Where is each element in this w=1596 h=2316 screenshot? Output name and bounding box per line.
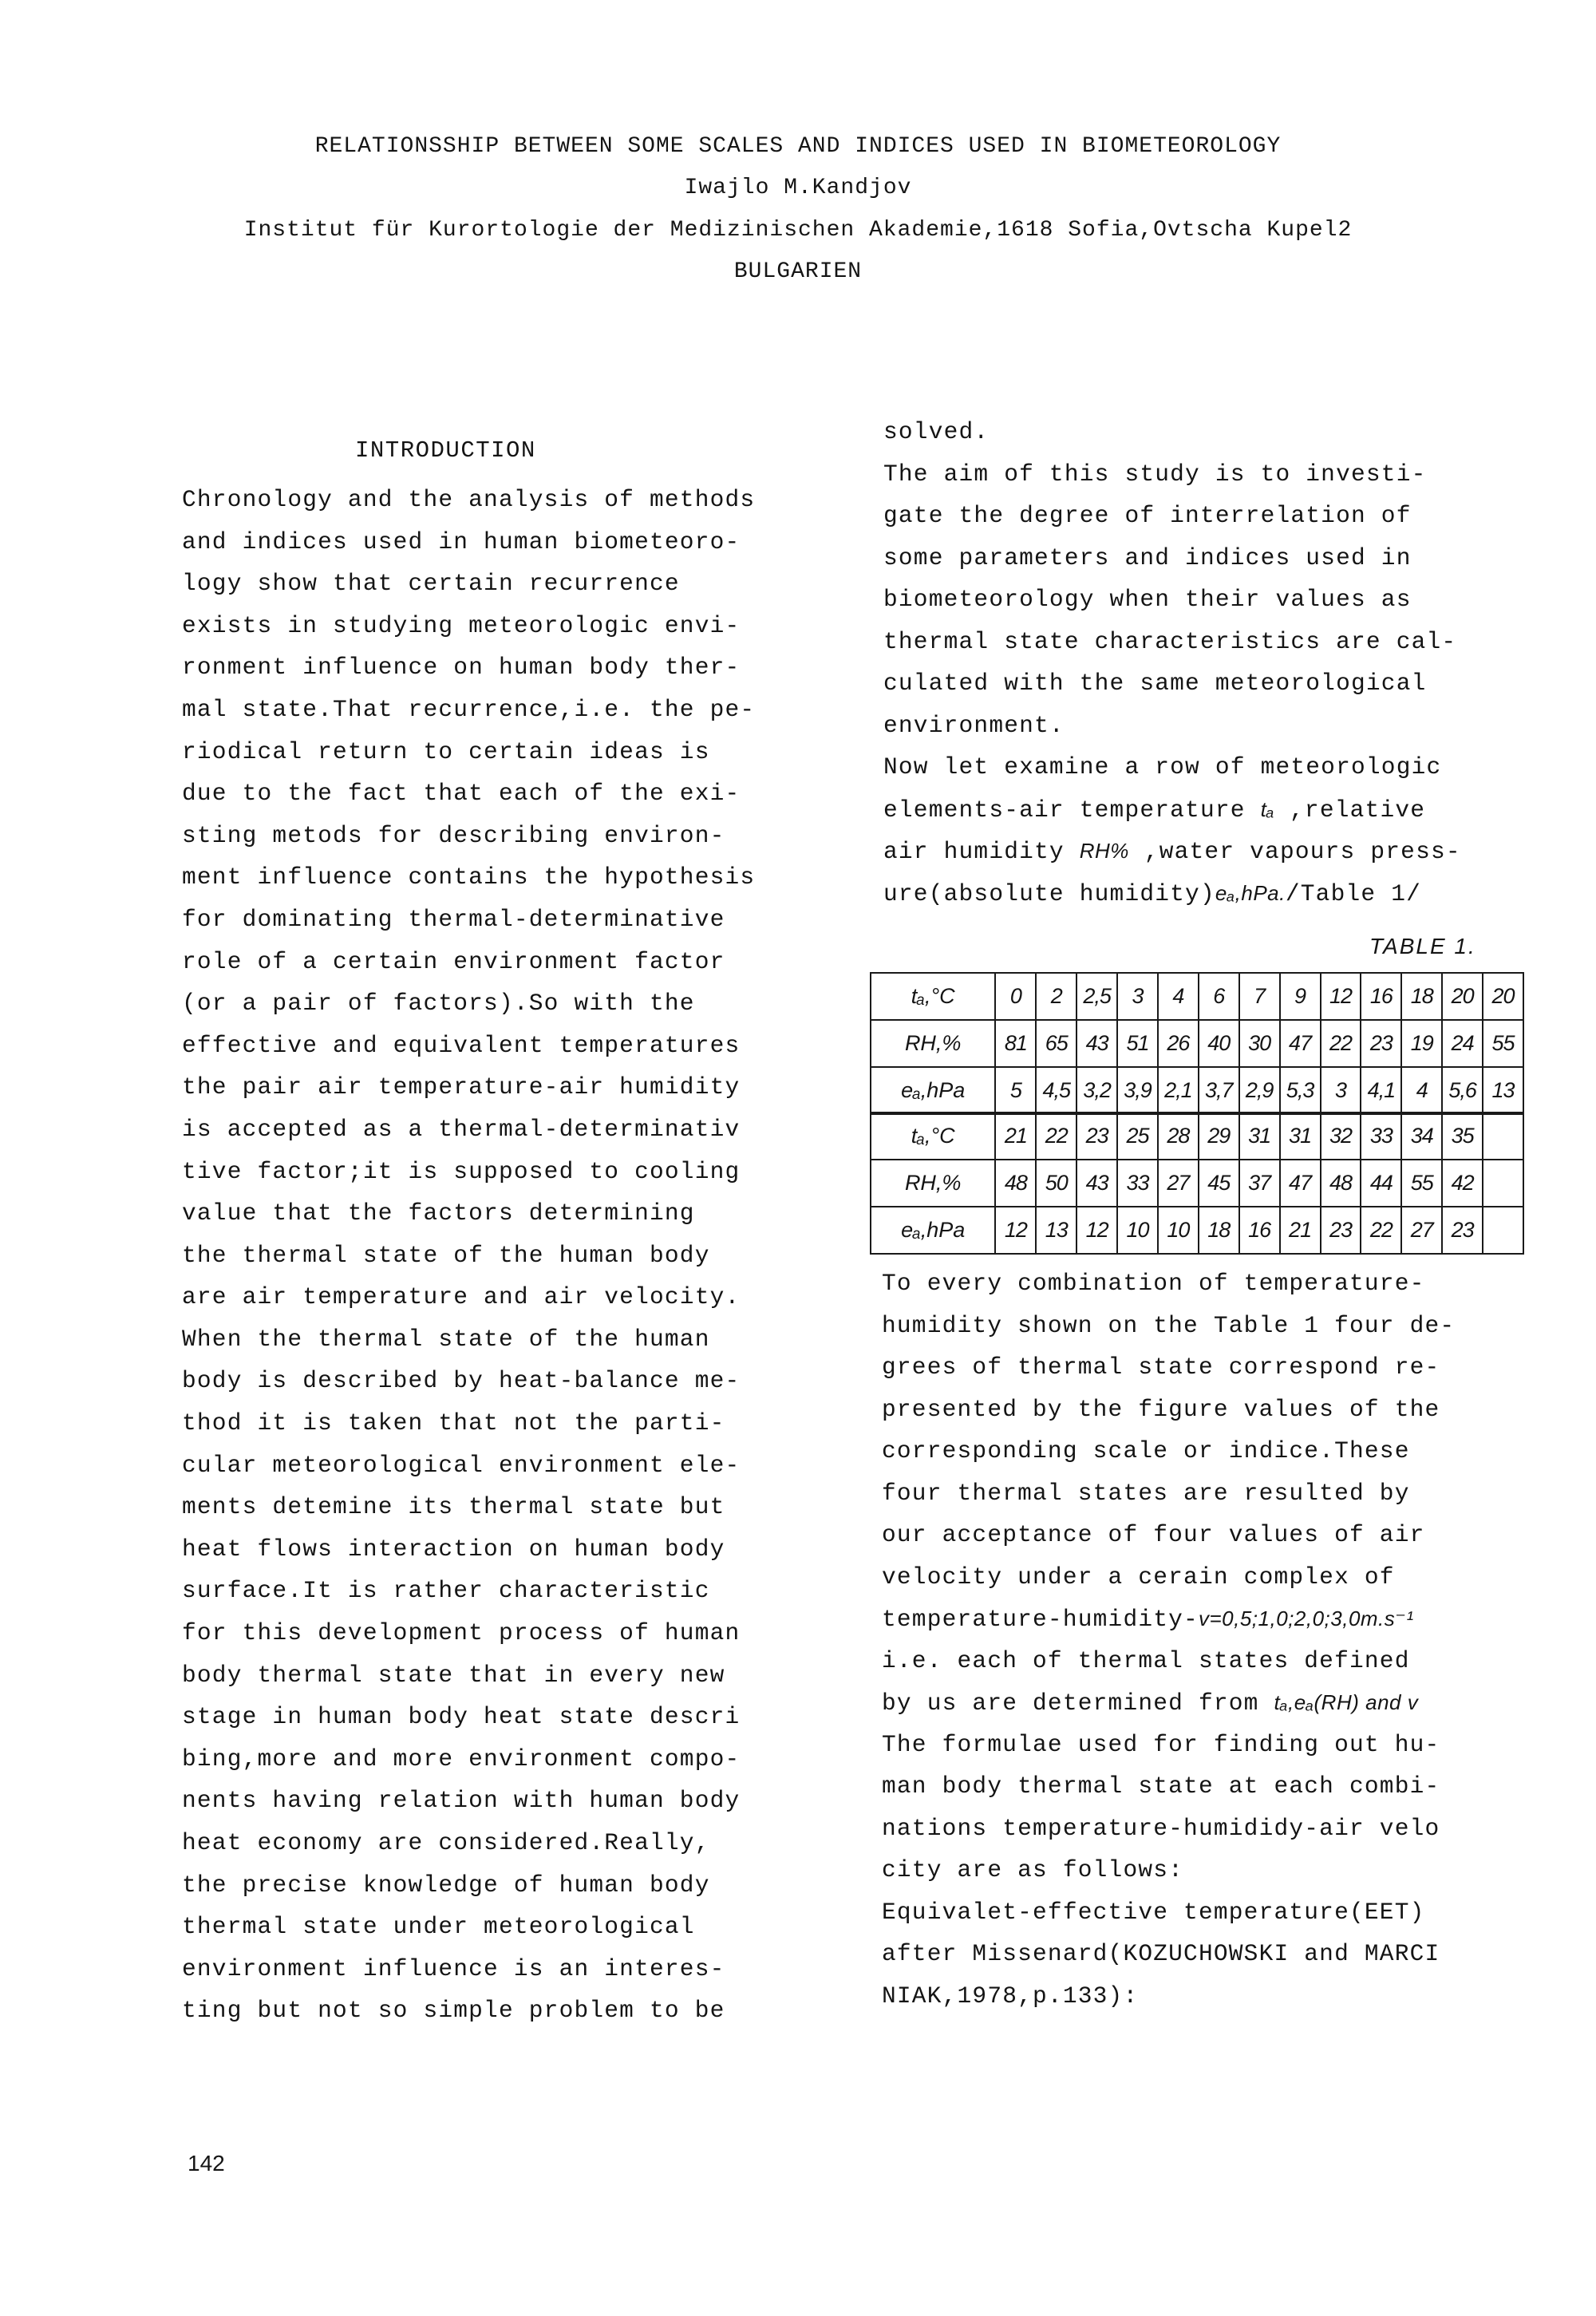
table-cell: 12: [1077, 1207, 1117, 1254]
table-cell: 26: [1158, 1020, 1199, 1067]
data-table-block-2: [870, 1112, 1524, 1255]
text-line: tive factor;it is supposed to cooling: [182, 1157, 741, 1185]
table-cell: 13: [1483, 1067, 1523, 1114]
text-line: for this development process of human: [182, 1619, 741, 1647]
table-cell: 4,1: [1361, 1067, 1401, 1114]
text-line: heat flows interaction on human body: [182, 1535, 725, 1563]
text-line: grees of thermal state correspond re-: [882, 1354, 1440, 1381]
text-line: body thermal state that in every new: [182, 1661, 725, 1689]
text-line: thod it is taken that not the parti-: [182, 1409, 725, 1437]
table-cell: 6: [1199, 973, 1239, 1020]
text-line: velocity under a cerain complex of: [882, 1563, 1395, 1591]
text-line: some parameters and indices used in: [883, 543, 1412, 571]
table-cell: 43: [1077, 1160, 1117, 1207]
table-cell: 20: [1442, 973, 1483, 1020]
table-cell: 19: [1401, 1020, 1442, 1067]
text-line: solved.: [883, 418, 990, 445]
text-line: The aim of this study is to investi-: [883, 460, 1427, 488]
row-label: RH,%: [871, 1160, 995, 1207]
text-line: Now let examine a row of meteorologic: [883, 753, 1442, 781]
row-label: eₐ,hPa: [871, 1067, 995, 1114]
table-cell: 31: [1280, 1113, 1321, 1160]
table-cell: 34: [1401, 1113, 1442, 1160]
affiliation: Institut für Kurortologie der Medizinischen Akademie,1618 Sofia,Ovtscha Kupel2: [243, 218, 1353, 243]
table-cell: 7: [1239, 973, 1280, 1020]
velocity-values: v=0,5;1,0;2,0;3,0m.s⁻¹: [1198, 1607, 1414, 1630]
text-line: four thermal states are resulted by: [882, 1479, 1410, 1507]
table-cell: 2,9: [1239, 1067, 1280, 1114]
text-line: elements-air temperature tₐ ,relative: [883, 796, 1426, 824]
table-cell: 81: [995, 1020, 1036, 1067]
table-cell: 0: [995, 973, 1036, 1020]
text-line: after Missenard(KOZUCHOWSKI and MARCI: [882, 1940, 1440, 1967]
table-cell: 22: [1361, 1207, 1401, 1254]
table-cell: 12: [1321, 973, 1361, 1020]
table-row: [871, 973, 1523, 1020]
text-line: When the thermal state of the human: [182, 1325, 710, 1353]
section-heading: INTRODUCTION: [355, 437, 536, 464]
text-line: exists in studying meteorologic envi-: [182, 611, 741, 639]
table-cell: 5: [995, 1067, 1036, 1114]
table-cell: 24: [1442, 1020, 1483, 1067]
text-line: ting but not so simple problem to be: [182, 1997, 725, 2025]
text-line: presented by the figure values of the: [882, 1395, 1440, 1423]
table-cell: 23: [1077, 1113, 1117, 1160]
table-cell: 44: [1361, 1160, 1401, 1207]
table-cell: 2,5: [1077, 973, 1117, 1020]
text-line: body is described by heat-balance me-: [182, 1367, 741, 1395]
left-column-text: [182, 479, 844, 2032]
table-cell: 9: [1280, 973, 1321, 1020]
text-line: gate the degree of interrelation of: [883, 502, 1412, 529]
table-cell: 45: [1199, 1160, 1239, 1207]
table-cell: 12: [995, 1207, 1036, 1254]
table-cell: 31: [1239, 1113, 1280, 1160]
text-line: the thermal state of the human body: [182, 1241, 710, 1269]
text-line: bing,more and more environment compo-: [182, 1745, 741, 1773]
text-line: corresponding scale or indice.These: [882, 1437, 1410, 1464]
text-line: ronment influence on human body ther-: [182, 654, 741, 682]
table-cell: 42: [1442, 1160, 1483, 1207]
text-line: ments detemine its thermal state but: [182, 1493, 725, 1521]
table-cell: 55: [1483, 1020, 1523, 1067]
text-line: ure(absolute humidity)eₐ,hPa./Table 1/: [883, 879, 1422, 907]
data-table-block-1: [870, 972, 1524, 1115]
table-cell: 18: [1199, 1207, 1239, 1254]
table-cell: 3,9: [1117, 1067, 1158, 1114]
table-cell: 27: [1401, 1207, 1442, 1254]
table-cell: 2: [1036, 973, 1077, 1020]
table-cell: 10: [1117, 1207, 1158, 1254]
table-cell: 10: [1158, 1207, 1199, 1254]
text-line: biometeorology when their values as: [883, 586, 1412, 613]
table-cell: 48: [1321, 1160, 1361, 1207]
text-line: logy show that certain recurrence: [182, 570, 680, 598]
table-cell: 43: [1077, 1020, 1117, 1067]
author-name: Iwajlo M.Kandjov: [684, 176, 912, 200]
table-cell: 47: [1280, 1020, 1321, 1067]
text-line: To every combination of temperature-: [882, 1270, 1425, 1297]
text-line: value that the factors determining: [182, 1199, 695, 1227]
table-cell: 51: [1117, 1020, 1158, 1067]
row-label: tₐ,°C: [871, 973, 995, 1020]
text-line: The formulae used for finding out hu-: [882, 1730, 1440, 1758]
table-cell: 20: [1483, 973, 1523, 1020]
text-line: sting metods for describing environ-: [182, 821, 725, 849]
determinant-symbols: tₐ,eₐ(RH) and v: [1274, 1690, 1419, 1714]
table-cell: 28: [1158, 1113, 1199, 1160]
row-label: eₐ,hPa: [871, 1207, 995, 1254]
text-line: man body thermal state at each combi-: [882, 1773, 1440, 1800]
text-line: i.e. each of thermal states defined: [882, 1646, 1410, 1674]
table-cell: 4,5: [1036, 1067, 1077, 1114]
table-row: [871, 1207, 1523, 1254]
table-cell: 3: [1117, 973, 1158, 1020]
text-line: role of a certain environment factor: [182, 947, 725, 975]
text-line: are air temperature and air velocity.: [182, 1283, 741, 1311]
table-cell: 22: [1036, 1113, 1077, 1160]
vapour-pressure-symbol: eₐ,hPa.: [1215, 880, 1286, 905]
table-cell: 5,6: [1442, 1067, 1483, 1114]
table-row: [871, 1020, 1523, 1067]
text-line: nations temperature-humididy-air velo: [882, 1814, 1440, 1842]
table-cell: 22: [1321, 1020, 1361, 1067]
text-line: is accepted as a thermal-determinativ: [182, 1115, 741, 1143]
table-cell: 40: [1199, 1020, 1239, 1067]
relative-humidity-symbol: RH%: [1079, 839, 1129, 863]
text-line: air humidity RH% ,water vapours press-: [883, 838, 1461, 865]
text-line: surface.It is rather characteristic: [182, 1577, 710, 1605]
table-cell: 35: [1442, 1113, 1483, 1160]
table-cell: 23: [1321, 1207, 1361, 1254]
table-cell: 5,3: [1280, 1067, 1321, 1114]
table-cell: 4: [1401, 1067, 1442, 1114]
table-cell: 18: [1401, 973, 1442, 1020]
text-line: by us are determined from tₐ,eₐ(RH) and v: [882, 1690, 1419, 1717]
table-cell: 23: [1442, 1207, 1483, 1254]
text-line: nents having relation with human body: [182, 1787, 741, 1815]
text-line: and indices used in human biometeoro-: [182, 528, 741, 555]
table-cell: 4: [1158, 973, 1199, 1020]
text-line: heat economy are considered.Really,: [182, 1829, 710, 1856]
text-line: for dominating thermal-determinative: [182, 905, 725, 933]
text-line: environment.: [883, 711, 1065, 739]
table-cell: 2,1: [1158, 1067, 1199, 1114]
text-line: mal state.That recurrence,i.e. the pe-: [182, 695, 756, 723]
table-cell: 48: [995, 1160, 1036, 1207]
right-column-bottom: [882, 1263, 1544, 2017]
table-cell: 21: [995, 1113, 1036, 1160]
table-cell: [1483, 1160, 1523, 1207]
table-cell: 21: [1280, 1207, 1321, 1254]
table-cell: 29: [1199, 1113, 1239, 1160]
table-cell: 33: [1361, 1113, 1401, 1160]
text-line: thermal state characteristics are cal-: [883, 627, 1457, 655]
table-row: [871, 1067, 1523, 1114]
text-line: city are as follows:: [882, 1856, 1184, 1883]
formulae-paragraph: [882, 1724, 1544, 2018]
page-number: 142: [188, 2151, 225, 2176]
text-line: riodical return to certain ideas is: [182, 737, 710, 765]
text-line: due to the fact that each of the exi-: [182, 780, 741, 808]
text-line: culated with the same meteorological: [883, 670, 1427, 697]
thermal-state-paragraph: [882, 1263, 1544, 1598]
text-line: stage in human body heat state descri: [182, 1703, 741, 1731]
text-line: NIAK,1978,p.133):: [882, 1982, 1139, 2010]
table-row: [871, 1113, 1523, 1160]
aim-paragraph: [883, 453, 1538, 747]
table-cell: 65: [1036, 1020, 1077, 1067]
table-cell: 3,7: [1199, 1067, 1239, 1114]
paper-title: RELATIONSSHIP BETWEEN SOME SCALES AND INDICES USED IN BIOMETEOROLOGY: [314, 134, 1282, 159]
text-line: the precise knowledge of human body: [182, 1871, 710, 1899]
table-cell: 47: [1280, 1160, 1321, 1207]
text-line: ment influence contains the hypothesis: [182, 864, 756, 891]
text-line: Equivalet-effective temperature(EET): [882, 1898, 1425, 1926]
table-cell: 25: [1117, 1113, 1158, 1160]
text-line: the pair air temperature-air humidity: [182, 1073, 741, 1101]
right-column-top: [883, 411, 1538, 914]
table-cell: 23: [1361, 1020, 1401, 1067]
table-cell: 55: [1401, 1160, 1442, 1207]
table-cell: [1483, 1207, 1523, 1254]
text-line: effective and equivalent temperatures: [182, 1031, 741, 1059]
table-cell: 33: [1117, 1160, 1158, 1207]
table-cell: 50: [1036, 1160, 1077, 1207]
text-line: cular meteorological environment ele-: [182, 1451, 741, 1479]
table-cell: 32: [1321, 1113, 1361, 1160]
table-cell: 37: [1239, 1160, 1280, 1207]
row-label: tₐ,°C: [871, 1113, 995, 1160]
table-row: [871, 1160, 1523, 1207]
text-line: humidity shown on the Table 1 four de-: [882, 1311, 1456, 1339]
text-line: environment influence is an interes-: [182, 1954, 725, 1982]
country: BULGARIEN: [733, 259, 863, 284]
table-cell: 13: [1036, 1207, 1077, 1254]
table-cell: 3: [1321, 1067, 1361, 1114]
text-line: Chronology and the analysis of methods: [182, 486, 756, 513]
table-cell: 16: [1239, 1207, 1280, 1254]
table-cell: 16: [1361, 973, 1401, 1020]
table-cell: 27: [1158, 1160, 1199, 1207]
table-cell: [1483, 1113, 1523, 1160]
table-cell: 30: [1239, 1020, 1280, 1067]
text-line: thermal state under meteorological: [182, 1913, 695, 1941]
row-label: RH,%: [871, 1020, 995, 1067]
air-temperature-symbol: tₐ: [1260, 796, 1275, 821]
table-caption: TABLE 1.: [1369, 934, 1476, 958]
table-cell: 3,2: [1077, 1067, 1117, 1114]
text-line: our acceptance of four values of air: [882, 1521, 1425, 1548]
text-line: (or a pair of factors).So with the: [182, 990, 695, 1018]
text-line: temperature-humidity-v=0,5;1,0;2,0;3,0m.s⁻¹: [882, 1606, 1414, 1633]
